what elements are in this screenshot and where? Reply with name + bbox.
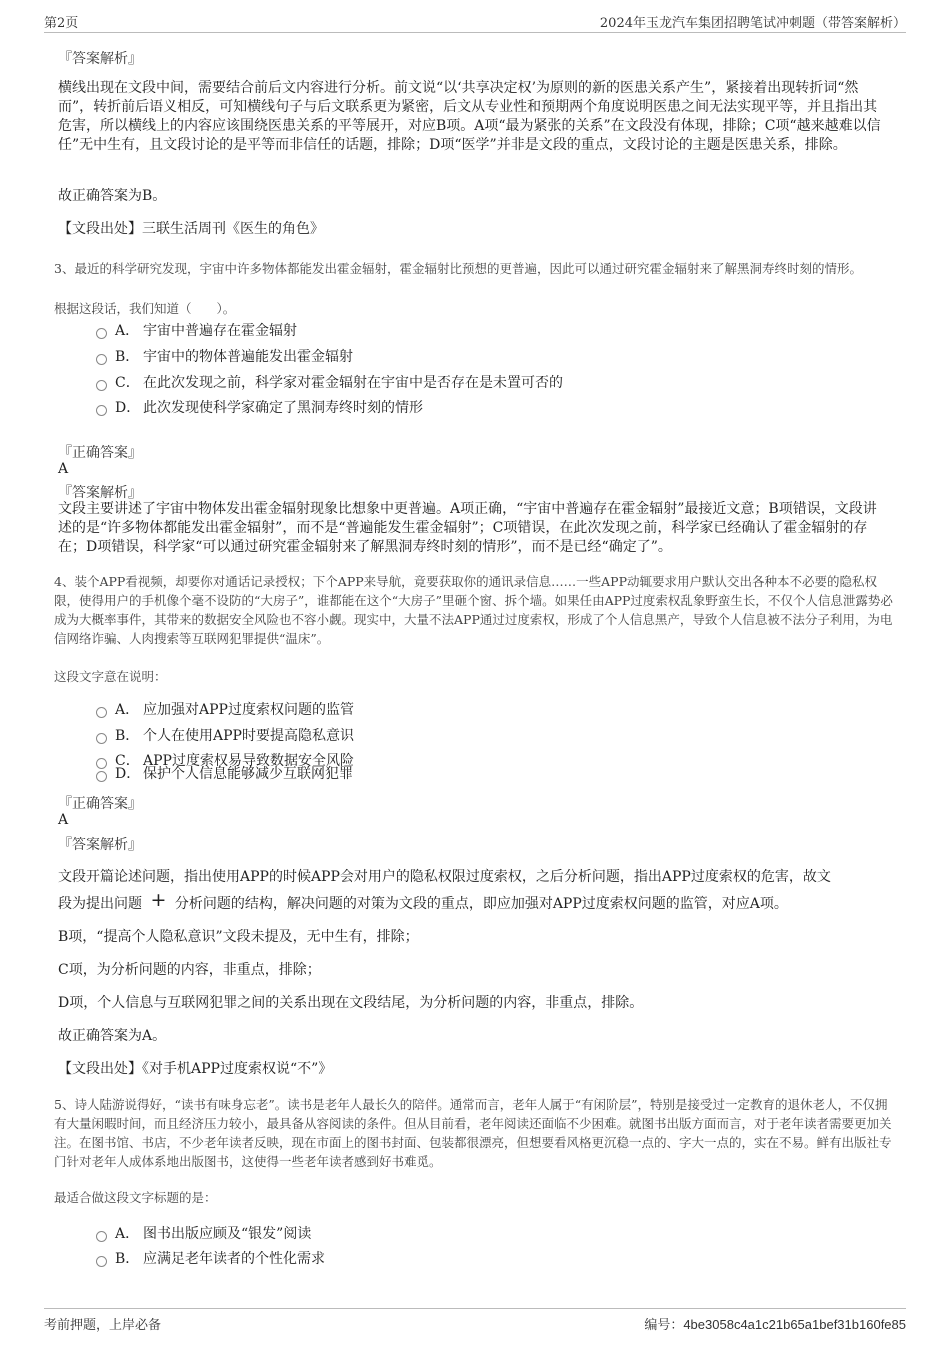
radio-icon[interactable]: [96, 405, 107, 416]
radio-icon[interactable]: [96, 1256, 107, 1267]
q4-analysis-label: 『答案解析』: [58, 837, 142, 853]
q4-option-b[interactable]: B． 个人在使用APP时要提高隐私意识: [96, 726, 354, 746]
page-number: 第2页: [44, 16, 79, 31]
q2-source: 【文段出处】三联生活周刊《医生的角色》: [58, 221, 324, 237]
q4-stem: 4、装个APP看视频，却要你对通话记录授权；下个APP来导航，竟要获取你的通讯录信息……一些APP动辄要求用户默认交出各种本不必要的隐私权限，使得用户的手机像个毫不设防的“大房子”，谁都能在这个“大房子”里砸个窗、拆个墙。如果任由APP过度索权乱象野蛮生长，不仅个人信息泄露势必成为大概率事件，其带来的数据安全风险也不容小觑。现实中，大量不法APP通过过度索权，形成了个人信息黑产，导致个人信息被不法分子利用，为电信网络诈骗、人肉搜索等互联网犯罪提供“温床”。: [54, 574, 893, 646]
q4-analysis-b: B项，“提高个人隐私意识”文段未提及，无中生有，排除；: [58, 929, 419, 945]
document-title: 2024年玉龙汽车集团招聘笔试冲刺题（带答案解析）: [599, 16, 906, 31]
radio-icon[interactable]: [96, 1231, 107, 1242]
q3-option-c[interactable]: C． 在此次发现之前，科学家对霍金辐射在宇宙中是否存在是未置可否的: [96, 373, 563, 393]
radio-icon[interactable]: [96, 328, 107, 339]
radio-icon[interactable]: [96, 380, 107, 391]
radio-icon[interactable]: [96, 707, 107, 718]
footer-slogan: 考前押题，上岸必备: [44, 1318, 162, 1333]
q4-analysis-c: C项，为分析问题的内容，非重点，排除；: [58, 962, 321, 978]
q4-analysis-d: D项，个人信息与互联网犯罪之间的关系出现在文段结尾，为分析问题的内容，非重点，排除。: [58, 995, 644, 1011]
q4-answer-label: 『正确答案』: [58, 796, 142, 812]
q3-prompt: 根据这段话，我们知道（ ）。: [54, 301, 236, 316]
footer-code: 编号：4be3058c4a1c21b65a1bef31b160fe85: [644, 1317, 906, 1333]
footer-divider: [44, 1308, 906, 1309]
header-divider: [44, 32, 906, 33]
q3-option-b[interactable]: B． 宇宙中的物体普遍能发出霍金辐射: [96, 347, 353, 367]
q2-analysis-label: 『答案解析』: [58, 51, 142, 67]
q3-option-a[interactable]: A． 宇宙中普遍存在霍金辐射: [96, 321, 297, 341]
radio-icon[interactable]: [96, 733, 107, 744]
q2-conclusion: 故正确答案为B。: [58, 188, 167, 204]
q3-analysis-label: 『答案解析』: [58, 485, 142, 501]
radio-icon[interactable]: [96, 354, 107, 365]
q3-answer-label: 『正确答案』: [58, 445, 142, 461]
q3-stem: 3、最近的科学研究发现，宇宙中许多物体都能发出霍金辐射，霍金辐射比预想的更普遍，因此可以通过研究霍金辐射来了解黑洞寿终时刻的情形。: [54, 261, 862, 276]
q4-prompt: 这段文字意在说明：: [54, 669, 167, 684]
q5-option-b[interactable]: B． 应满足老年读者的个性化需求: [96, 1249, 325, 1269]
q4-answer: A: [58, 812, 69, 828]
q4-analysis-line-2: 段为提出问题 + 分析问题的结构，解决问题的对策为文段的重点，即应加强对APP过度索权问题的监管，对应A项。: [58, 889, 788, 912]
q4-source: 【文段出处】《对手机APP过度索权说“不”》: [58, 1061, 333, 1077]
q5-stem: 5、诗人陆游说得好，“读书有味身忘老”。读书是老年人最长久的陪伴。通常而言，老年人属于“有闲阶层”，特别是接受过一定教育的退休老人，不仅拥有大量闲暇时间，而且经济压力较小，最具备从容阅读的条件。但从目前看，老年阅读还面临不少困难。就图书出版方面而言，对于老年读者需要更加关注。在图书馆、书店，不少老年读者反映，现在市面上的图书封面、包装都很漂亮，但想要看风格更沉稳一点的、字大一点的，实在不易。鲜有出版社专门针对老年人成体系地出版图书，这使得一些老年读者感到好书难觅。: [54, 1097, 892, 1169]
q4-analysis-line-1: 文段开篇论述问题，指出使用APP的时候APP会对用户的隐私权限过度索权，之后分析问题，指出APP过度索权的危害，故文: [58, 869, 831, 885]
q4-option-a[interactable]: A． 应加强对APP过度索权问题的监管: [96, 700, 354, 720]
q3-analysis: 文段主要讲述了宇宙中物体发出霍金辐射现象比想象中更普遍。A项正确，“宇宙中普遍存在霍金辐射”最接近文意；B项错误，文段讲述的是“许多物体都能发出霍金辐射”，而不是“普遍能发生霍金辐射”；C项错误，在此次发现之前，科学家已经确认了霍金辐射的存在；D项错误，科学家“可以通过研究霍金辐射来了解黑洞寿终时刻的情形”，而不是已经“确定了”。: [58, 501, 877, 555]
q4-option-d[interactable]: D． 保护个人信息能够减少互联网犯罪: [96, 764, 353, 784]
q2-analysis: 横线出现在文段中间，需要结合前后文内容进行分析。前文说“以‘共享决定权’为原则的新的医患关系产生”，紧接着出现转折词“然而”，转折前后语义相反，可知横线句子与后文联系更为紧密，后文从专业性和预期两个角度说明医患之间无法实现平等，并且指出其危害，所以横线上的内容应该围绕医患关系的平等展开，对应B项。A项“最为紧张的关系”在文段没有体现，排除；C项“越来越难以信任”无中生有，且文段讨论的是平等而非信任的话题，排除；D项“医学”并非是文段的重点，文段讨论的主题是医患关系，排除。: [58, 80, 881, 153]
plus-sign: +: [150, 889, 167, 911]
q5-option-a[interactable]: A． 图书出版应顾及“银发”阅读: [96, 1224, 311, 1244]
q3-option-d[interactable]: D． 此次发现使科学家确定了黑洞寿终时刻的情形: [96, 398, 423, 418]
q3-answer: A: [58, 461, 69, 477]
q5-prompt: 最适合做这段文字标题的是：: [54, 1190, 217, 1205]
q4-conclusion: 故正确答案为A。: [58, 1028, 167, 1044]
q4-option-c[interactable]: C． APP过度索权易导致数据安全风险: [96, 751, 354, 771]
radio-icon[interactable]: [96, 771, 107, 782]
